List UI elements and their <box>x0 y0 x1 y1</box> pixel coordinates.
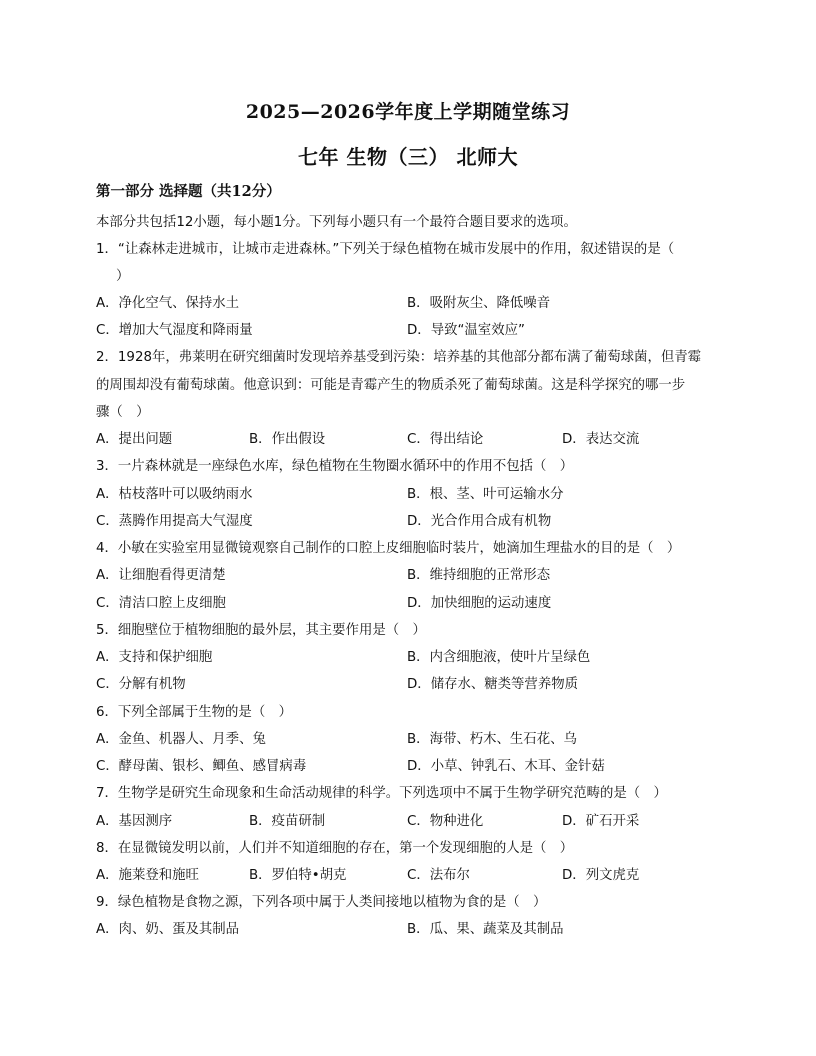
question-9-stem: 9．绿色植物是食物之源，下列各项中属于人类间接地以植物为食的是（ ） <box>96 895 547 910</box>
question-5-option-b: B．内含细胞液，使叶片呈绿色 <box>407 650 591 665</box>
question-2-option-a: A．提出问题 <box>96 432 173 447</box>
question-1-option-b: B．吸附灰尘、降低噪音 <box>407 296 551 311</box>
question-3-stem: 3．一片森林就是一座绿色水库，绿色植物在生物圈水循环中的作用不包括（ ） <box>96 459 574 474</box>
question-4-option-d: D．加快细胞的运动速度 <box>407 596 552 611</box>
question-6-option-b: B．海带、朽木、生石花、乌 <box>407 732 577 747</box>
question-8-option-d: D．列文虎克 <box>562 868 640 883</box>
question-1-option-d: D．导致“温室效应” <box>407 323 525 338</box>
question-8-option-b: B．罗伯特•胡克 <box>249 868 347 883</box>
question-2-stem-line-2: 的周围却没有葡萄球菌。他意识到：可能是青霉产生的物质杀死了葡萄球菌。这是科学探究的哪一步 <box>96 378 686 393</box>
page-title: 2025—2026学年度上学期随堂练习 <box>245 101 571 123</box>
question-4-stem: 4．小敏在实验室用显微镜观察自己制作的口腔上皮细胞临时装片，她滴加生理盐水的目的是（ ） <box>96 541 681 556</box>
question-7-option-b: B．疫苗研制 <box>249 814 326 829</box>
question-8-option-c: C．法布尔 <box>407 868 470 883</box>
question-4-option-b: B．维持细胞的正常形态 <box>407 568 551 583</box>
section-heading: 第一部分 选择题（共12分） <box>96 183 281 200</box>
section-instructions: 本部分共包括12小题，每小题1分。下列每小题只有一个最符合题目要求的选项。 <box>96 215 577 230</box>
question-5-option-c: C．分解有机物 <box>96 677 186 692</box>
question-6-stem: 6．下列全部属于生物的是（ ） <box>96 705 292 720</box>
question-1-option-a: A．净化空气、保持水土 <box>96 296 240 311</box>
question-3-option-a: A．枯枝落叶可以吸纳雨水 <box>96 487 253 502</box>
question-2-option-c: C．得出结论 <box>407 432 484 447</box>
question-4-option-a: A．让细胞看得更清楚 <box>96 568 226 583</box>
question-8-stem: 8．在显微镜发明以前，人们并不知道细胞的存在，第一个发现细胞的人是（ ） <box>96 841 574 856</box>
question-7-option-a: A．基因测序 <box>96 814 173 829</box>
question-3-option-d: D．光合作用合成有机物 <box>407 514 552 529</box>
question-7-stem: 7．生物学是研究生命现象和生命活动规律的科学。下列选项中不属于生物学研究范畴的是（ ） <box>96 786 667 801</box>
question-1-stem-line-1: 1．“让森林走进城市，让城市走进森林。”下列关于绿色植物在城市发展中的作用，叙述错误的是（ <box>96 242 675 257</box>
question-1-option-c: C．增加大气湿度和降雨量 <box>96 323 253 338</box>
question-5-option-a: A．支持和保护细胞 <box>96 650 213 665</box>
question-6-option-c: C．酵母菌、银杉、鲫鱼、感冒病毒 <box>96 759 307 774</box>
question-3-option-c: C．蒸腾作用提高大气湿度 <box>96 514 253 529</box>
question-4-option-c: C．清洁口腔上皮细胞 <box>96 596 226 611</box>
question-2-stem-line-3: 骤（ ） <box>96 405 150 420</box>
page-subtitle: 七年 生物（三） 北师大 <box>298 145 518 169</box>
question-6-option-a: A．金鱼、机器人、月季、兔 <box>96 732 266 747</box>
question-1-stem-line-2: ） <box>116 269 130 284</box>
question-7-option-d: D．矿石开采 <box>562 814 640 829</box>
question-5-option-d: D．储存水、糖类等营养物质 <box>407 677 578 692</box>
question-2-option-b: B．作出假设 <box>249 432 326 447</box>
question-6-option-d: D．小草、钟乳石、木耳、金针菇 <box>407 759 605 774</box>
question-3-option-b: B．根、茎、叶可运输水分 <box>407 487 564 502</box>
question-7-option-c: C．物种进化 <box>407 814 484 829</box>
question-2-stem-line-1: 2．1928年，弗莱明在研究细菌时发现培养基受到污染：培养基的其他部分都布满了葡萄球菌，但青霉 <box>96 350 702 365</box>
question-5-stem: 5．细胞壁位于植物细胞的最外层，其主要作用是（ ） <box>96 623 426 638</box>
question-2-option-d: D．表达交流 <box>562 432 640 447</box>
question-9-option-a: A．肉、奶、蛋及其制品 <box>96 922 240 937</box>
question-8-option-a: A．施莱登和施旺 <box>96 868 199 883</box>
question-9-option-b: B．瓜、果、蔬菜及其制品 <box>407 922 564 937</box>
